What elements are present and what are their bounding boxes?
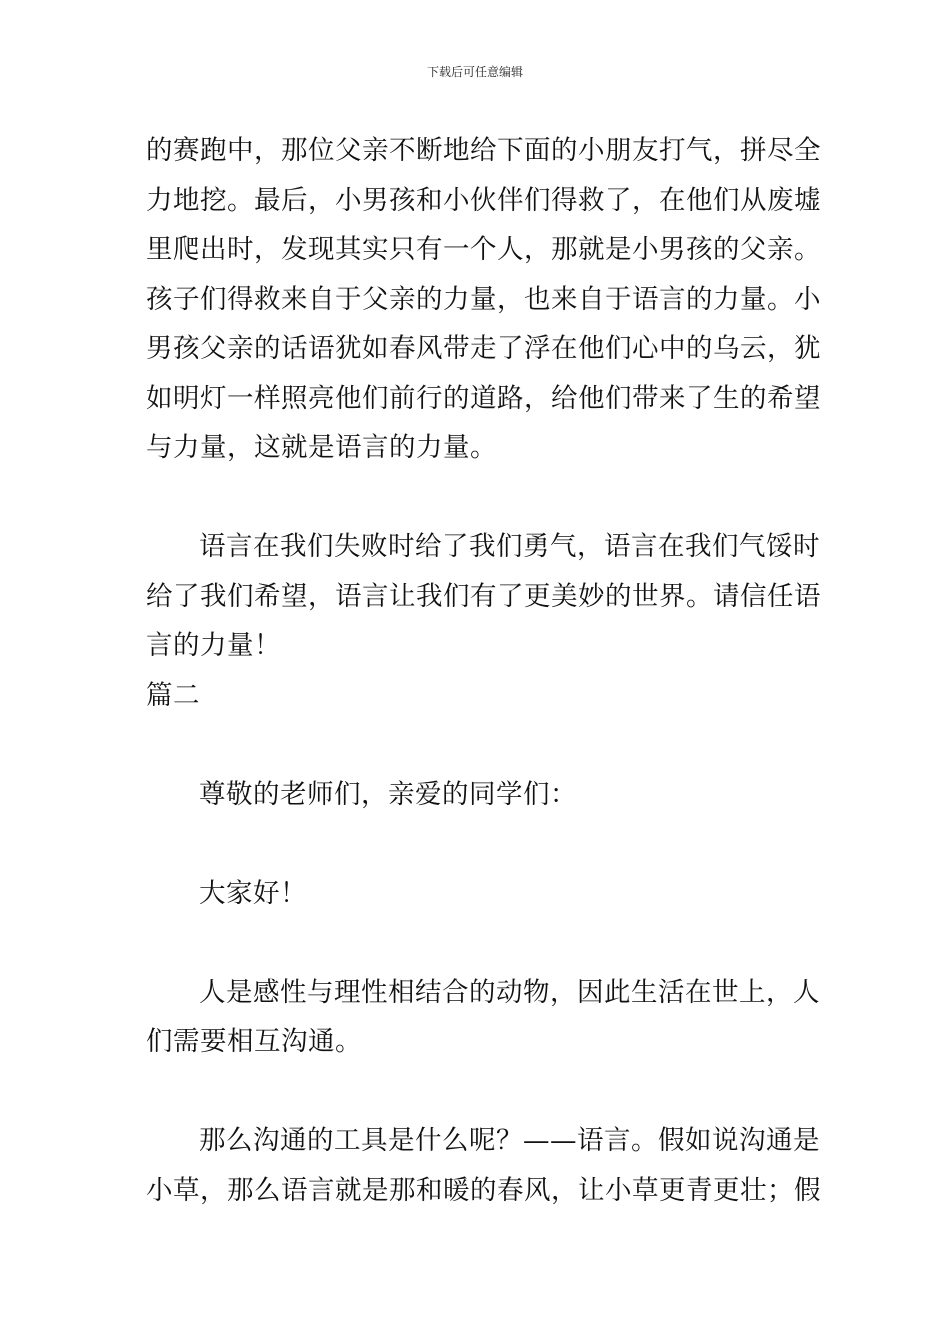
paragraph-line: 与力量，这就是语言的力量。: [146, 432, 497, 463]
paragraph-line: 人是感性与理性相结合的动物，因此生活在世上，人: [199, 976, 820, 1008]
paragraph-line: 如明灯一样照亮他们前行的道路，给他们带来了生的希望: [146, 382, 821, 414]
paragraph-line: 言的力量！: [146, 630, 281, 661]
document-body: [146, 126, 821, 1215]
paragraph-line: 力地挖。最后，小男孩和小伙伴们得救了，在他们从废墟: [146, 184, 821, 216]
page-header: 下载后可任意编辑: [426, 65, 523, 79]
paragraph-spacer: [146, 473, 806, 523]
paragraph-line: 那么沟通的工具是什么呢？——语言。假如说沟通是: [199, 1125, 820, 1156]
paragraph-line: 语言在我们失败时给了我们勇气，语言在我们气馁时: [199, 531, 820, 562]
paragraph-line: 们需要相互沟通。: [146, 1026, 362, 1057]
salutation-line: 尊敬的老师们，亲爱的同学们：: [199, 778, 577, 810]
paragraph-line: 小草，那么语言就是那和暖的春风，让小草更青更壮；假: [146, 1174, 821, 1206]
paragraph-line: 的赛跑中，那位父亲不断地给下面的小朋友打气，拼尽全: [146, 135, 821, 166]
section-heading: 篇二: [146, 679, 200, 711]
paragraph-spacer: [146, 720, 806, 770]
paragraph-line: 里爬出时，发现其实只有一个人，那就是小男孩的父亲。: [146, 234, 821, 265]
paragraph-spacer: [146, 819, 806, 869]
paragraph-spacer: [146, 1067, 806, 1117]
paragraph-line: 男孩父亲的话语犹如春风带走了浮在他们心中的乌云，犹: [146, 333, 821, 364]
paragraph-line: 给了我们希望，语言让我们有了更美妙的世界。请信任语: [146, 580, 821, 612]
paragraph-spacer: [146, 918, 806, 968]
greeting-line: 大家好！: [199, 877, 307, 909]
paragraph-line: 孩子们得救来自于父亲的力量，也来自于语言的力量。小: [146, 283, 821, 315]
